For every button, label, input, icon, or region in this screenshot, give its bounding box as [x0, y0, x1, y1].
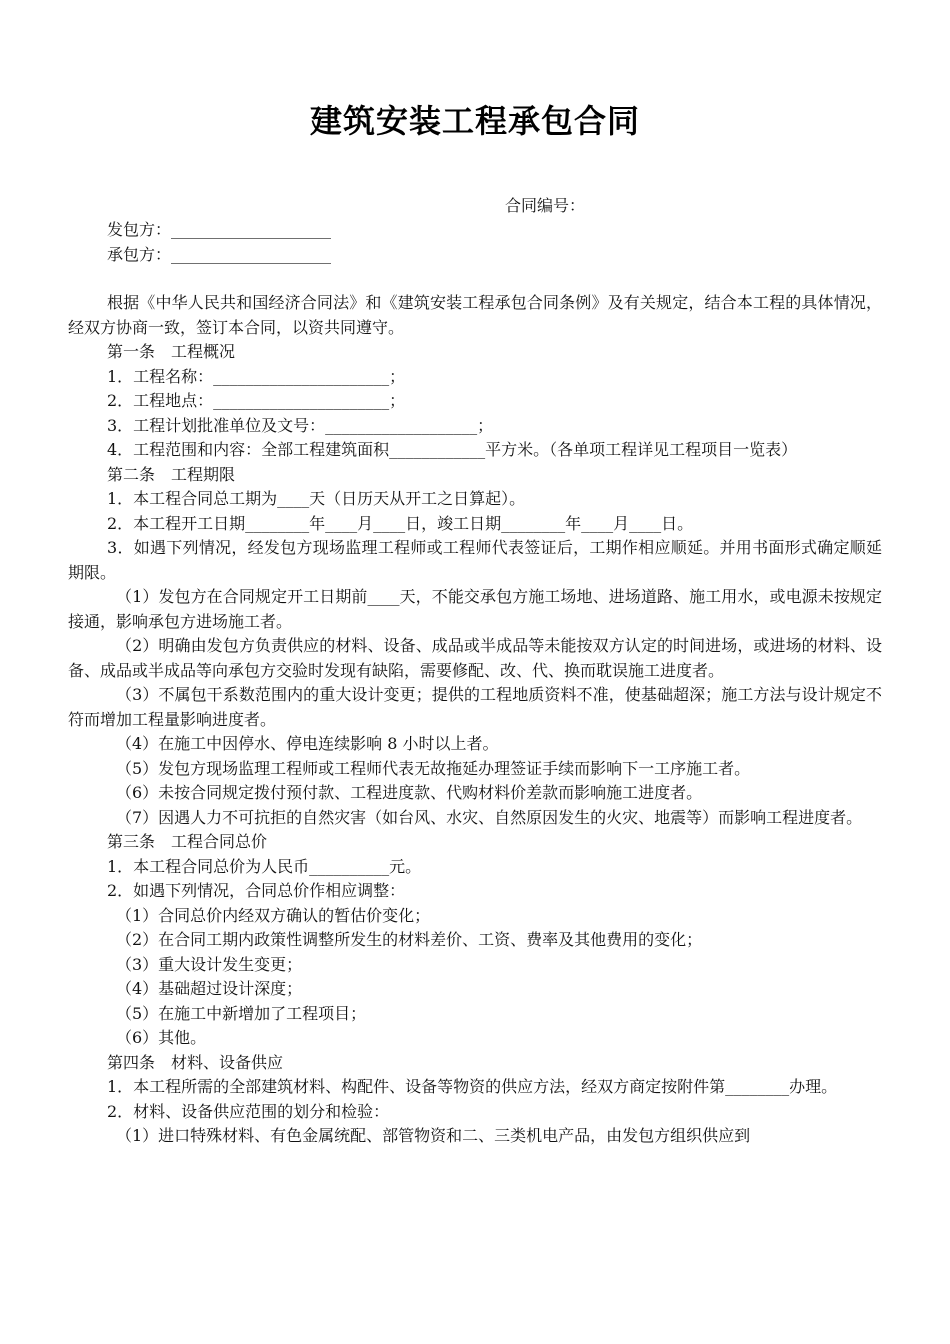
contract-paragraph: （7）因遇人力不可抗拒的自然灾害（如台风、水灾、自然原因发生的火灾、地震等）而影响工程进度者。	[116, 807, 863, 827]
contract-paragraph: （6）其他。	[116, 1028, 207, 1047]
contract-paragraph: 根据《中华人民共和国经济合同法》和《建筑安装工程承包合同条例》及有关规定，结合本工程的具体情况，经双方协商一致，签订本合同，以资共同遵守。	[68, 293, 882, 337]
contract-paragraph: （1）发包方在合同规定开工日期前____天，不能交承包方施工场地、进场道路、施工用水，或电源未按规定接通，影响承包方进场施工者。	[68, 587, 882, 631]
party-a-line: 发包方：____________________	[107, 220, 332, 239]
contract-paragraph: 2．工程地点：______________________；	[107, 391, 406, 410]
contract-paragraph: 1．本工程合同总工期为____天（日历天从开工之日算起）。	[107, 489, 526, 508]
contract-paragraph: （4）在施工中因停水、停电连续影响 8 小时以上者。	[116, 734, 499, 753]
contract-paragraph: （1）进口特殊材料、有色金属统配、部管物资和二、三类机电产品，由发包方组织供应到	[116, 1126, 751, 1145]
contract-paragraph: （1）合同总价内经双方确认的暂估价变化；	[116, 905, 431, 925]
contract-paragraph: 第四条 材料、设备供应	[107, 1052, 284, 1072]
contract-body	[68, 291, 882, 1149]
document-title: 建筑安装工程承包合同	[309, 102, 640, 140]
contract-paragraph: 2．本工程开工日期________年____月____日，竣工日期________年____月____日。	[107, 513, 694, 533]
contract-paragraph: 1．本工程所需的全部建筑材料、构配件、设备等物资的供应方法，经双方商定按附件第________办理。	[107, 1077, 838, 1096]
contract-paragraph: 4．工程范围和内容：全部工程建筑面积____________平方米。（各单项工程详见工程项目一览表）	[107, 440, 798, 459]
contract-paragraph: 第三条 工程合同总价	[107, 832, 268, 851]
contract-paragraph: （2）在合同工期内政策性调整所发生的材料差价、工资、费率及其他费用的变化；	[116, 930, 703, 949]
contract-paragraph: （5）在施工中新增加了工程项目；	[116, 1003, 367, 1023]
contract-paragraph: （4）基础超过设计深度；	[116, 979, 303, 998]
party-b-line: 承包方：____________________	[107, 245, 332, 264]
contract-paragraph: 3．工程计划批准单位及文号：___________________；	[107, 415, 494, 435]
contract-paragraph: （3）不属包干系数范围内的重大设计变更；提供的工程地质资料不准，使基础超深；施工方法与设计规定不符而增加工程量影响进度者。	[68, 685, 882, 729]
contract-paragraph: （3）重大设计发生变更；	[116, 954, 303, 974]
contract-paragraph: 2．如遇下列情况，合同总价作相应调整：	[107, 881, 406, 900]
contract-paragraph: 1．工程名称：______________________；	[107, 366, 406, 386]
contract-paragraph: 1．本工程合同总价为人民币__________元。	[107, 856, 422, 876]
contract-paragraph: 第二条 工程期限	[107, 464, 236, 484]
contract-paragraph: （2）明确由发包方负责供应的材料、设备、成品或半成品等未能按双方认定的时间进场，或进场的材料、设备、成品或半成品等向承包方交验时发现有缺陷，需要修配、改、代、换而耽误施工进度者。	[68, 636, 882, 680]
contract-number-label: 合同编号：	[505, 196, 586, 215]
contract-paragraph: 2．材料、设备供应范围的划分和检验：	[107, 1101, 390, 1121]
contract-paragraph: 3．如遇下列情况，经发包方现场监理工程师或工程师代表签证后，工期作相应顺延。并用书面形式确定顺延期限。	[68, 538, 882, 582]
contract-paragraph: （6）未按合同规定拨付预付款、工程进度款、代购材料价差款而影响施工进度者。	[116, 783, 703, 802]
contract-paragraph: 第一条 工程概况	[107, 342, 236, 361]
contract-paragraph: （5）发包方现场监理工程师或工程师代表无故拖延办理签证手续而影响下一工序施工者。	[116, 758, 751, 778]
